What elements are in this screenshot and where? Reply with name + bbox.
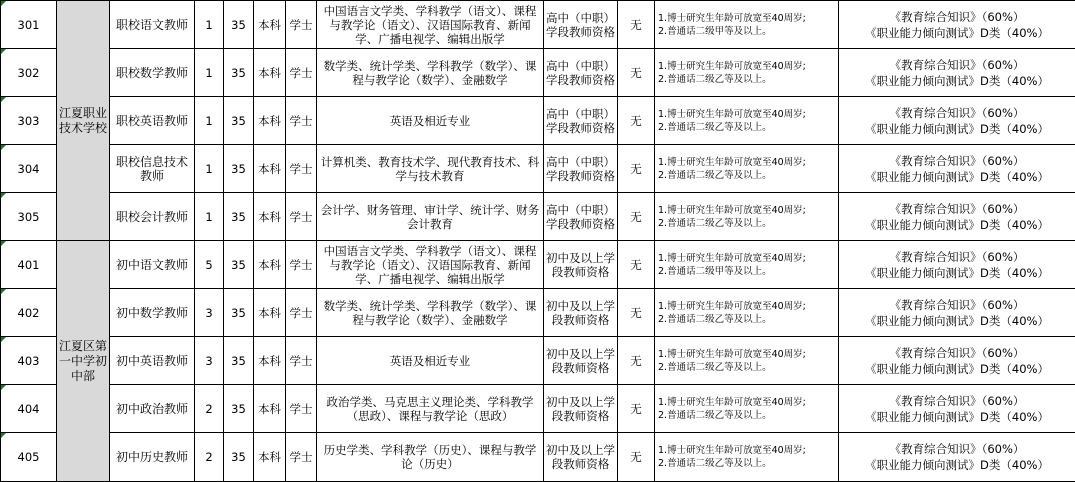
exam-subject-line: 《教育综合知识》（60%）: [841, 153, 1073, 169]
other-requirement-cell: 无: [618, 433, 655, 482]
position-name-cell: 初中数学教师: [110, 289, 195, 337]
degree-cell: 学士: [286, 385, 317, 433]
exam-subject-line: 《职业能力倾向测试》D类（40%）: [841, 409, 1073, 425]
note-line: 2.普通话二级乙等及以上。: [658, 169, 836, 182]
note-line: 1.博士研究生年龄可放宽至40周岁;: [658, 252, 836, 265]
recruit-count-cell: 1: [195, 193, 224, 241]
qualification-cell: 初中及以上学段教师资格: [544, 385, 618, 433]
other-requirement-cell: 无: [618, 97, 655, 145]
exam-subject-line: 《职业能力倾向测试》D类（40%）: [841, 121, 1073, 137]
notes-cell: [655, 289, 839, 337]
exam-subjects-cell: [839, 49, 1075, 97]
recruit-count-cell: 3: [195, 337, 224, 385]
major-requirement-cell: 英语及相近专业: [317, 337, 544, 385]
exam-subjects-cell: [839, 97, 1075, 145]
notes-cell: [655, 241, 839, 289]
notes-cell: [655, 433, 839, 482]
major-requirement-cell: 英语及相近专业: [317, 97, 544, 145]
education-cell: 本科: [254, 337, 286, 385]
note-line: 1.博士研究生年龄可放宽至40周岁;: [658, 348, 836, 361]
exam-subjects-cell: [839, 385, 1075, 433]
age-limit-cell: 35: [224, 1, 254, 49]
recruit-count-cell: 1: [195, 49, 224, 97]
note-line: 1.博士研究生年龄可放宽至40周岁;: [658, 156, 836, 169]
table-row: [1, 289, 1075, 337]
employer-unit-cell: 江夏区第一中学初中部: [57, 241, 110, 482]
major-requirement-cell: 会计学、财务管理、审计学、统计学、财务会计教育: [317, 193, 544, 241]
exam-subject-line: 《职业能力倾向测试》D类（40%）: [841, 25, 1073, 41]
note-line: 2.普通话二级乙等及以上。: [658, 217, 836, 230]
education-cell: 本科: [254, 433, 286, 482]
education-cell: 本科: [254, 241, 286, 289]
exam-subject-line: 《教育综合知识》（60%）: [841, 297, 1073, 313]
degree-cell: 学士: [286, 145, 317, 193]
exam-subject-line: 《职业能力倾向测试》D类（40%）: [841, 457, 1073, 473]
position-code-cell: 404: [1, 385, 57, 433]
table-row: [1, 49, 1075, 97]
other-requirement-cell: 无: [618, 145, 655, 193]
degree-cell: 学士: [286, 289, 317, 337]
exam-subject-line: 《教育综合知识》（60%）: [841, 201, 1073, 217]
exam-subject-line: 《职业能力倾向测试》D类（40%）: [841, 361, 1073, 377]
other-requirement-cell: 无: [618, 49, 655, 97]
position-code-cell: 405: [1, 433, 57, 482]
major-requirement-cell: 计算机类、教育技术学、现代教育技术、科学与技术教育: [317, 145, 544, 193]
exam-subject-line: 《教育综合知识》（60%）: [841, 9, 1073, 25]
exam-subject-line: 《教育综合知识》（60%）: [841, 441, 1073, 457]
table-row: [1, 145, 1075, 193]
table-row: [1, 433, 1075, 482]
major-requirement-cell: 政治学类、马克思主义理论类、学科教学（思政）、课程与教学论（思政）: [317, 385, 544, 433]
position-name-cell: 职校信息技术教师: [110, 145, 195, 193]
position-name-cell: 职校会计教师: [110, 193, 195, 241]
qualification-cell: 高中（中职）学段教师资格: [544, 1, 618, 49]
age-limit-cell: 35: [224, 193, 254, 241]
position-name-cell: 初中英语教师: [110, 337, 195, 385]
age-limit-cell: 35: [224, 97, 254, 145]
other-requirement-cell: 无: [618, 241, 655, 289]
position-code-cell: 402: [1, 289, 57, 337]
education-cell: 本科: [254, 1, 286, 49]
degree-cell: 学士: [286, 241, 317, 289]
note-line: 2.普通话二级甲等及以上。: [658, 25, 836, 38]
education-cell: 本科: [254, 49, 286, 97]
position-name-cell: 初中历史教师: [110, 433, 195, 482]
note-line: 2.普通话二级乙等及以上。: [658, 457, 836, 470]
degree-cell: 学士: [286, 337, 317, 385]
note-line: 1.博士研究生年龄可放宽至40周岁;: [658, 396, 836, 409]
major-requirement-cell: 历史学类、学科教学（历史）、课程与教学论（历史）: [317, 433, 544, 482]
other-requirement-cell: 无: [618, 1, 655, 49]
note-line: 2.普通话二级乙等及以上。: [658, 409, 836, 422]
recruit-count-cell: 1: [195, 97, 224, 145]
age-limit-cell: 35: [224, 49, 254, 97]
degree-cell: 学士: [286, 97, 317, 145]
note-line: 1.博士研究生年龄可放宽至40周岁;: [658, 60, 836, 73]
exam-subject-line: 《职业能力倾向测试》D类（40%）: [841, 313, 1073, 329]
exam-subject-line: 《职业能力倾向测试》D类（40%）: [841, 169, 1073, 185]
education-cell: 本科: [254, 385, 286, 433]
notes-cell: [655, 337, 839, 385]
exam-subjects-cell: [839, 289, 1075, 337]
notes-cell: [655, 1, 839, 49]
major-requirement-cell: 数学类、统计学类、学科教学（数学）、课程与教学论（数学）、金融数学: [317, 49, 544, 97]
degree-cell: 学士: [286, 193, 317, 241]
recruit-count-cell: 2: [195, 433, 224, 482]
position-name-cell: 职校语文教师: [110, 1, 195, 49]
education-cell: 本科: [254, 289, 286, 337]
exam-subject-line: 《职业能力倾向测试》D类（40%）: [841, 73, 1073, 89]
position-code-cell: 301: [1, 1, 57, 49]
degree-cell: 学士: [286, 1, 317, 49]
age-limit-cell: 35: [224, 385, 254, 433]
employer-unit-cell: 江夏职业技术学校: [57, 1, 110, 241]
notes-cell: [655, 385, 839, 433]
age-limit-cell: 35: [224, 145, 254, 193]
note-line: 2.普通话二级乙等及以上。: [658, 73, 836, 86]
position-code-cell: 302: [1, 49, 57, 97]
qualification-cell: 高中（中职）学段教师资格: [544, 193, 618, 241]
age-limit-cell: 35: [224, 433, 254, 482]
table-body: [1, 1, 1075, 482]
recruit-count-cell: 5: [195, 241, 224, 289]
note-line: 2.普通话二级乙等及以上。: [658, 121, 836, 134]
notes-cell: [655, 193, 839, 241]
major-requirement-cell: 中国语言文学类、学科教学（语文）、课程与教学论（语文）、汉语国际教育、新闻学、广播电视学、编辑出版学: [317, 1, 544, 49]
exam-subject-line: 《教育综合知识》（60%）: [841, 105, 1073, 121]
position-code-cell: 401: [1, 241, 57, 289]
qualification-cell: 高中（中职）学段教师资格: [544, 49, 618, 97]
exam-subjects-cell: [839, 337, 1075, 385]
qualification-cell: 高中（中职）学段教师资格: [544, 97, 618, 145]
position-code-cell: 303: [1, 97, 57, 145]
notes-cell: [655, 97, 839, 145]
table-row: [1, 385, 1075, 433]
exam-subjects-cell: [839, 433, 1075, 482]
position-code-cell: 305: [1, 193, 57, 241]
note-line: 1.博士研究生年龄可放宽至40周岁;: [658, 300, 836, 313]
table-row: [1, 1, 1075, 49]
notes-cell: [655, 145, 839, 193]
note-line: 1.博士研究生年龄可放宽至40周岁;: [658, 444, 836, 457]
position-code-cell: 403: [1, 337, 57, 385]
education-cell: 本科: [254, 145, 286, 193]
note-line: 1.博士研究生年龄可放宽至40周岁;: [658, 12, 836, 25]
recruit-count-cell: 1: [195, 1, 224, 49]
age-limit-cell: 35: [224, 337, 254, 385]
position-name-cell: 初中语文教师: [110, 241, 195, 289]
table-row: [1, 337, 1075, 385]
note-line: 1.博士研究生年龄可放宽至40周岁;: [658, 108, 836, 121]
table-row: [1, 193, 1075, 241]
qualification-cell: 初中及以上学段教师资格: [544, 241, 618, 289]
exam-subject-line: 《教育综合知识》（60%）: [841, 345, 1073, 361]
degree-cell: 学士: [286, 49, 317, 97]
exam-subject-line: 《教育综合知识》（60%）: [841, 249, 1073, 265]
note-line: 2.普通话二级乙等及以上。: [658, 361, 836, 374]
position-name-cell: 职校数学教师: [110, 49, 195, 97]
other-requirement-cell: 无: [618, 193, 655, 241]
note-line: 1.博士研究生年龄可放宽至40周岁;: [658, 204, 836, 217]
other-requirement-cell: 无: [618, 385, 655, 433]
age-limit-cell: 35: [224, 241, 254, 289]
note-line: 2.普通话二级乙等及以上。: [658, 313, 836, 326]
table-row: [1, 97, 1075, 145]
other-requirement-cell: 无: [618, 289, 655, 337]
qualification-cell: 初中及以上学段教师资格: [544, 337, 618, 385]
education-cell: 本科: [254, 193, 286, 241]
other-requirement-cell: 无: [618, 337, 655, 385]
position-name-cell: 初中政治教师: [110, 385, 195, 433]
exam-subject-line: 《职业能力倾向测试》D类（40%）: [841, 265, 1073, 281]
major-requirement-cell: 中国语言文学类、学科教学（语文）、课程与教学论（语文）、汉语国际教育、新闻学、广播电视学、编辑出版学: [317, 241, 544, 289]
education-cell: 本科: [254, 97, 286, 145]
notes-cell: [655, 49, 839, 97]
qualification-cell: 初中及以上学段教师资格: [544, 289, 618, 337]
qualification-cell: 初中及以上学段教师资格: [544, 433, 618, 482]
degree-cell: 学士: [286, 433, 317, 482]
exam-subjects-cell: [839, 1, 1075, 49]
exam-subject-line: 《教育综合知识》（60%）: [841, 57, 1073, 73]
position-name-cell: 职校英语教师: [110, 97, 195, 145]
age-limit-cell: 35: [224, 289, 254, 337]
exam-subjects-cell: [839, 241, 1075, 289]
position-code-cell: 304: [1, 145, 57, 193]
qualification-cell: 高中（中职）学段教师资格: [544, 145, 618, 193]
note-line: 2.普通话二级甲等及以上。: [658, 265, 836, 278]
major-requirement-cell: 数学类、统计学类、学科教学（数学）、课程与教学论（数学）、金融数学: [317, 289, 544, 337]
table-row: [1, 241, 1075, 289]
exam-subjects-cell: [839, 145, 1075, 193]
exam-subject-line: 《职业能力倾向测试》D类（40%）: [841, 217, 1073, 233]
exam-subject-line: 《教育综合知识》（60%）: [841, 393, 1073, 409]
recruit-count-cell: 2: [195, 385, 224, 433]
recruit-count-cell: 3: [195, 289, 224, 337]
recruit-count-cell: 1: [195, 145, 224, 193]
exam-subjects-cell: [839, 193, 1075, 241]
